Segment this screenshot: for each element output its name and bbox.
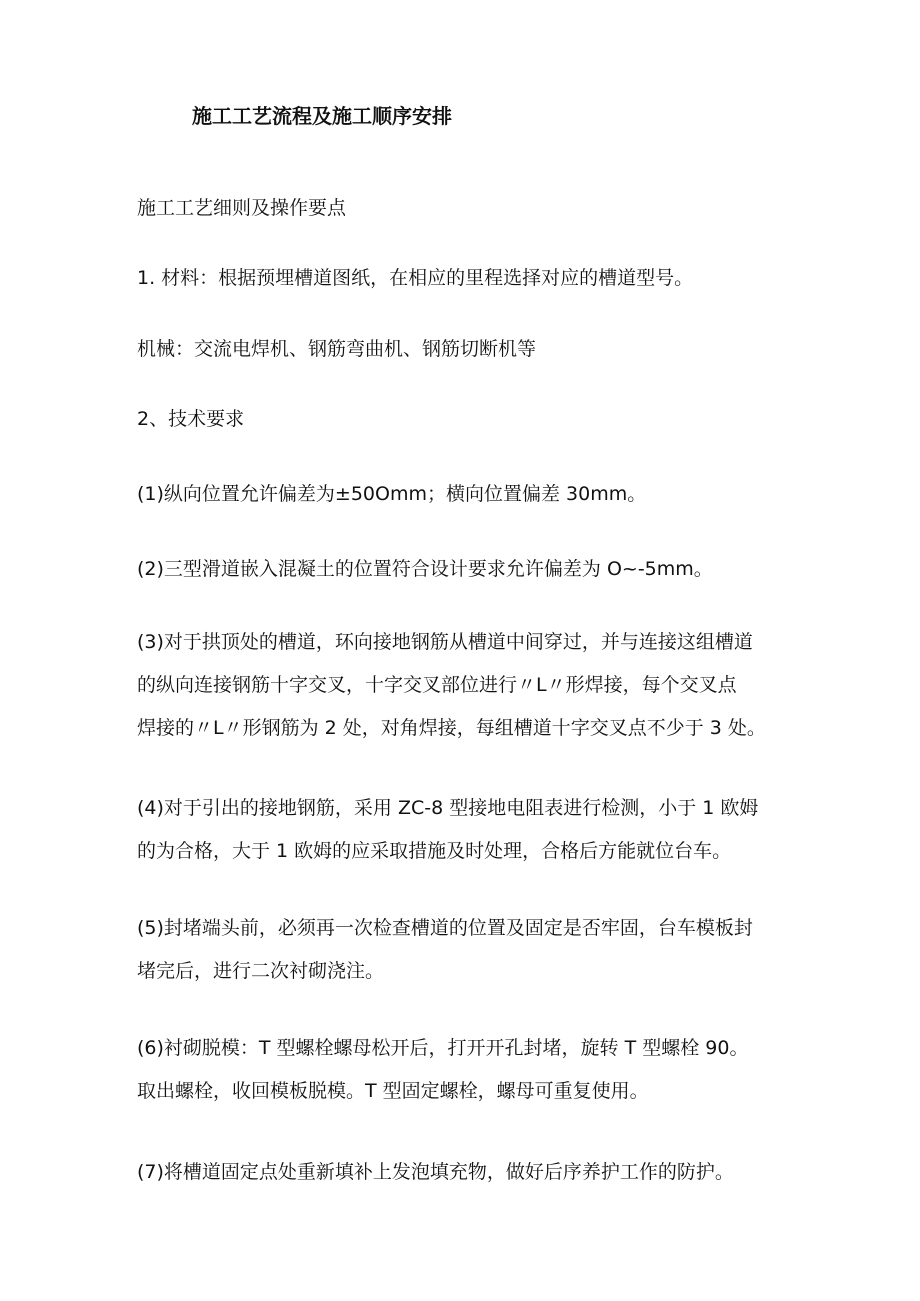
requirement-5	[137, 907, 787, 993]
requirement-2: (2)三型滑道嵌入混凝土的位置符合设计要求允许偏差为 O~-5mm。	[137, 558, 713, 580]
requirement-6-line: 取出螺栓，收回模板脱模。T 型固定螺栓，螺母可重复使用。	[137, 1080, 649, 1102]
material-paragraph: 1. 材料：根据预埋槽道图纸，在相应的里程选择对应的槽道型号。	[137, 267, 694, 289]
document-title: 施工工艺流程及施工顺序安排	[192, 104, 452, 128]
requirement-3	[137, 621, 787, 750]
requirement-5-line: 堵完后，进行二次衬砌浇注。	[137, 960, 385, 982]
tech-requirements-heading: 2、技术要求	[137, 408, 245, 430]
requirement-7: (7)将槽道固定点处重新填补上发泡填充物，做好后序养护工作的防护。	[137, 1161, 734, 1183]
section-heading: 施工工艺细则及操作要点	[137, 197, 347, 219]
requirement-6	[137, 1027, 787, 1113]
requirement-3-line: 焊接的〃L〃形钢筋为 2 处，对角焊接，每组槽道十字交叉点不少于 3 处。	[137, 717, 766, 739]
requirement-3-line: (3)对于拱顶处的槽道，环向接地钢筋从槽道中间穿过，并与连接这组槽道	[137, 631, 753, 653]
requirement-5-line: (5)封堵端头前，必须再一次检查槽道的位置及固定是否牢固，台车模板封	[137, 917, 753, 939]
requirement-3-line: 的纵向连接钢筋十字交叉，十字交叉部位进行〃L〃形焊接，每个交叉点	[137, 674, 737, 696]
requirement-4	[137, 787, 787, 873]
requirement-4-line: 的为合格，大于 1 欧姆的应采取措施及时处理，合格后方能就位台车。	[137, 840, 732, 862]
requirement-6-line: (6)衬砌脱模：T 型螺栓螺母松开后，打开开孔封堵，旋转 T 型螺栓 90。	[137, 1037, 749, 1059]
requirement-1: (1)纵向位置允许偏差为±50Omm；横向位置偏差 30mm。	[137, 483, 647, 505]
requirement-4-line: (4)对于引出的接地钢筋，采用 ZC-8 型接地电阻表进行检测，小于 1 欧姆	[137, 797, 759, 819]
machinery-paragraph: 机械：交流电焊机、钢筋弯曲机、钢筋切断机等	[137, 338, 537, 360]
